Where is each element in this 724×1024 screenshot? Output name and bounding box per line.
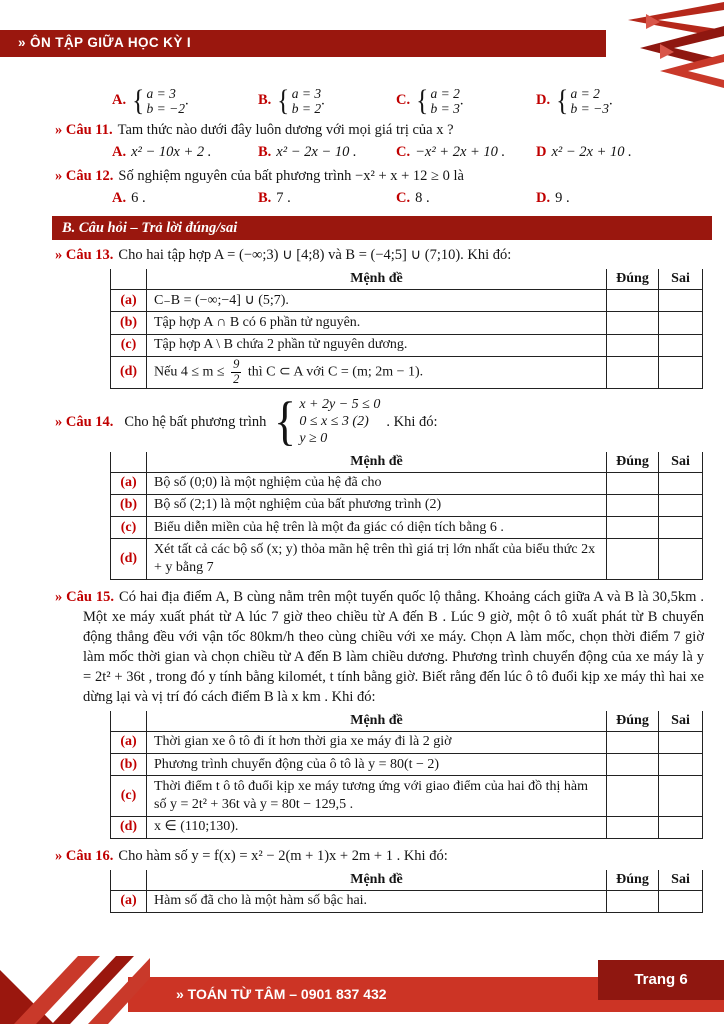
statement: Bộ số (2;1) là một nghiệm của bất phương trình (2) xyxy=(147,494,607,516)
option-a-label: A. xyxy=(112,190,127,206)
empty-header-cell xyxy=(111,269,147,290)
col-menh-de: Mệnh đề xyxy=(147,452,607,473)
table-row xyxy=(111,494,703,516)
section-b-header: B. Câu hỏi – Trả lời đúng/sai xyxy=(52,216,712,240)
question-16-label: » Câu 16. xyxy=(55,847,114,864)
statement: x ∈ (110;130). xyxy=(147,816,607,838)
option-d-text: x² − 2x + 10 . xyxy=(551,144,632,160)
sai-cell xyxy=(659,334,703,356)
row-label: (a) xyxy=(111,890,147,912)
question-13 xyxy=(55,245,706,265)
sai-cell xyxy=(659,290,703,312)
row-label: (b) xyxy=(111,754,147,776)
table-header-row xyxy=(111,269,703,290)
option-c-label: C. xyxy=(396,190,411,206)
option-c-text: −x² + 2x + 10 . xyxy=(415,144,506,160)
footer-brand: » TOÁN TỪ TÂM – 0901 837 432 xyxy=(176,985,387,1002)
row-label: (b) xyxy=(111,312,147,334)
question-13-label: » Câu 13. xyxy=(55,247,114,263)
col-menh-de: Mệnh đề xyxy=(147,870,607,891)
sai-cell xyxy=(659,890,703,912)
dung-cell xyxy=(607,290,659,312)
dung-cell xyxy=(607,494,659,516)
question-14 xyxy=(55,391,706,452)
option-a: A. { a = 3 b = −2 . xyxy=(112,83,189,117)
question-12-label: » Câu 12. xyxy=(55,168,114,184)
row-label: (d) xyxy=(111,356,147,389)
brace-icon: { xyxy=(132,83,145,117)
statement: Thời điểm t ô tô đuổi kịp xe máy tương ứng với giao điểm của hai đồ thị hàm số y = 2t² + 36t và y = 80t − 129,5 . xyxy=(147,776,607,816)
statement: Tập hợp A ∩ B có 6 phần tử nguyên. xyxy=(147,312,607,334)
table-row xyxy=(111,290,703,312)
question-14-label: » Câu 14. xyxy=(55,413,114,430)
table-row xyxy=(111,776,703,816)
brace-icon: { xyxy=(277,83,290,117)
sai-cell xyxy=(659,356,703,389)
option-c-label: C. xyxy=(396,92,411,109)
statement: Xét tất cả các bộ số (x; y) thỏa mãn hệ trên thì giá trị lớn nhất của biểu thức 2x + y bằng 7 xyxy=(147,539,607,579)
col-dung: Đúng xyxy=(607,452,659,473)
dung-cell xyxy=(607,890,659,912)
col-sai: Sai xyxy=(659,711,703,732)
option-b-text: x² − 2x − 10 . xyxy=(276,144,357,160)
option-a-label: A. xyxy=(112,92,127,109)
sai-cell xyxy=(659,517,703,539)
dung-cell xyxy=(607,816,659,838)
col-dung: Đúng xyxy=(607,870,659,891)
decorative-stripes-icon xyxy=(0,912,150,1024)
question-14-outro: . Khi đó: xyxy=(386,413,438,430)
inequality-system: { x + 2y − 5 ≤ 0 0 ≤ x ≤ 3 (2) y ≥ 0 xyxy=(274,391,381,452)
system-a: { a = 3 b = −2 xyxy=(132,83,185,117)
table-row xyxy=(111,754,703,776)
statement: Thời gian xe ô tô đi ít hơn thời gia xe máy đi là 2 giờ xyxy=(147,731,607,753)
dung-cell xyxy=(607,312,659,334)
table-row xyxy=(111,312,703,334)
statement: Bộ số (0;0) là một nghiệm của hệ đã cho xyxy=(147,472,607,494)
sai-cell xyxy=(659,776,703,816)
option-d: D. { a = 2 b = −3 . xyxy=(536,83,613,117)
col-menh-de: Mệnh đề xyxy=(147,269,607,290)
option-c: C. { a = 2 b = 3 . xyxy=(396,83,464,117)
question-12 xyxy=(55,166,706,186)
empty-header-cell xyxy=(111,452,147,473)
table-row xyxy=(111,334,703,356)
question-15 xyxy=(55,587,704,707)
answers-row xyxy=(112,83,714,117)
col-sai: Sai xyxy=(659,269,703,290)
option-d-label: D. xyxy=(536,190,551,206)
question-14-intro: Cho hệ bất phương trình xyxy=(124,413,267,430)
sai-cell xyxy=(659,816,703,838)
system-b: { a = 3 b = 2 xyxy=(277,83,322,117)
question-14-table xyxy=(110,452,703,580)
table-row xyxy=(111,356,703,389)
table-row xyxy=(111,731,703,753)
system-c: { a = 2 b = 3 xyxy=(416,83,460,117)
table-header-row xyxy=(111,452,703,473)
empty-header-cell xyxy=(111,711,147,732)
row-label: (a) xyxy=(111,472,147,494)
table-header-row xyxy=(111,870,703,891)
question-11-text: Tam thức nào dưới đây luôn dương với mọi giá trị của x ? xyxy=(117,122,454,138)
sai-cell xyxy=(659,754,703,776)
page-number: Trang 6 xyxy=(634,970,688,988)
dung-cell xyxy=(607,731,659,753)
option-d-label: D xyxy=(536,144,547,160)
dung-cell xyxy=(607,517,659,539)
sai-cell xyxy=(659,494,703,516)
row-label: (d) xyxy=(111,816,147,838)
option-c-label: C. xyxy=(396,144,411,160)
col-menh-de: Mệnh đề xyxy=(147,711,607,732)
question-13-table xyxy=(110,269,703,389)
col-dung: Đúng xyxy=(607,711,659,732)
decorative-arrows-icon xyxy=(594,2,724,92)
option-d-text: 9 . xyxy=(555,190,570,206)
content xyxy=(0,80,724,920)
statement: Biểu diễn miền của hệ trên là một đa giác có diện tích bằng 6 . xyxy=(147,517,607,539)
sai-cell xyxy=(659,539,703,579)
brace-icon: { xyxy=(556,83,569,117)
row-label: (c) xyxy=(111,776,147,816)
page-header-bar xyxy=(0,30,606,57)
dung-cell xyxy=(607,754,659,776)
question-11-label: » Câu 11. xyxy=(55,122,113,138)
sai-cell xyxy=(659,472,703,494)
option-b-label: B. xyxy=(258,190,272,206)
table-row xyxy=(111,890,703,912)
question-16-text: Cho hàm số y = f(x) = x² − 2(m + 1)x + 2m + 1 . Khi đó: xyxy=(118,847,448,864)
statement: C₋B = (−∞;−4] ∪ (5;7). xyxy=(147,290,607,312)
row-label: (b) xyxy=(111,494,147,516)
table-row xyxy=(111,539,703,579)
question-11 xyxy=(55,120,706,140)
option-b: B. { a = 3 b = 2 . xyxy=(258,83,325,117)
option-b-label: B. xyxy=(258,92,272,109)
statement: Hàm số đã cho là một hàm số bậc hai. xyxy=(147,890,607,912)
page-title: » ÔN TẬP GIỮA HỌC KỲ I xyxy=(18,35,192,51)
row-label: (a) xyxy=(111,290,147,312)
option-c-text: 8 . xyxy=(415,190,430,206)
statement: Tập hợp A \ B chứa 2 phần tử nguyên dương. xyxy=(147,334,607,356)
row-label: (d) xyxy=(111,539,147,579)
table-header-row xyxy=(111,711,703,732)
option-d-label: D. xyxy=(536,92,551,109)
page-number-badge xyxy=(598,960,724,1000)
table-row xyxy=(111,517,703,539)
question-15-text: Có hai địa điểm A, B cùng nằm trên một tuyến quốc lộ thẳng. Khoảng cách giữa A và B là 30,5km . Một xe máy xuất phát từ A lúc 7 giờ theo chiều từ A đến B . Lúc 9 giờ, một ô tô xuất phát từ B chuyển động thẳng đều với vận tốc 80km/h theo cùng chiều với xe máy. Chọn A làm mốc, chọn thời điểm 7 giờ làm mốc thời gian và chọn chiều từ A đến B làm chiều dương. Phương trình chuyển động của xe máy là y = 2t² + 36t , trong đó y tính bằng kilomét, t tính bằng giờ. Biết rằng đến lúc ô tô đuổi kịp xe máy thì hai xe dừng lại và vị trí đó cách điểm B là x km . Khi đó: xyxy=(83,588,704,705)
brace-icon: { xyxy=(274,391,297,452)
sai-cell xyxy=(659,312,703,334)
dung-cell xyxy=(607,334,659,356)
dung-cell xyxy=(607,539,659,579)
statement: Nếu 4 ≤ m ≤ $\frac{9}{2}$ thì C ⊂ A với C = (m; 2m − 1). xyxy=(147,356,607,389)
question-13-text: Cho hai tập hợp A = (−∞;3) ∪ [4;8) và B = (−4;5] ∪ (7;10). Khi đó: xyxy=(118,247,512,263)
system-d: { a = 2 b = −3 xyxy=(556,83,609,117)
col-sai: Sai xyxy=(659,452,703,473)
dung-cell xyxy=(607,472,659,494)
row-label: (c) xyxy=(111,334,147,356)
col-dung: Đúng xyxy=(607,269,659,290)
option-a-text: x² − 10x + 2 . xyxy=(131,144,212,160)
question-15-table xyxy=(110,711,703,839)
row-label: (a) xyxy=(111,731,147,753)
dung-cell xyxy=(607,356,659,389)
question-16 xyxy=(55,846,706,866)
sai-cell xyxy=(659,731,703,753)
question-15-label: » Câu 15. xyxy=(55,588,115,605)
option-a-text: 6 . xyxy=(131,190,146,206)
option-b-text: 7 . xyxy=(276,190,291,206)
question-16-table xyxy=(110,870,703,913)
statement: Phương trình chuyển động của ô tô là y = 80(t − 2) xyxy=(147,754,607,776)
option-b-label: B. xyxy=(258,144,272,160)
fraction: $\frac{9}{2}$ xyxy=(233,357,240,386)
question-12-text: Số nghiệm nguyên của bất phương trình −x² + x + 12 ≥ 0 là xyxy=(118,168,464,184)
empty-header-cell xyxy=(111,870,147,891)
brace-icon: { xyxy=(416,83,429,117)
row-label: (c) xyxy=(111,517,147,539)
table-row xyxy=(111,472,703,494)
option-a-label: A. xyxy=(112,144,127,160)
question-12-options xyxy=(112,188,714,208)
question-11-options xyxy=(112,142,714,162)
table-row xyxy=(111,816,703,838)
dung-cell xyxy=(607,776,659,816)
col-sai: Sai xyxy=(659,870,703,891)
